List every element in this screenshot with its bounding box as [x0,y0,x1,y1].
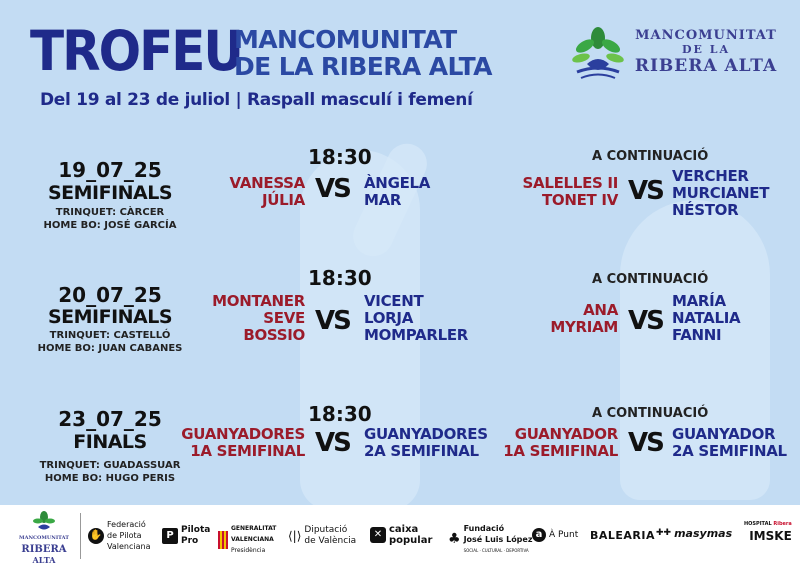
vs-icon: VS [315,428,350,458]
home-bo-value: JOSÉ GARCÍA [104,220,177,231]
generalitat-icon [218,531,228,549]
home-bo-label: HOME BO: [43,220,101,231]
pilota-pro-icon: P [162,528,178,544]
trinquet-value: CASTELLÓ [113,330,171,341]
sponsor-text: de València [304,536,357,546]
sponsor-diputacio [288,525,356,547]
sponsor-text: Ribera [773,521,792,527]
row3-date: 23_07_25 [58,407,162,431]
sponsor-text: Valenciana [107,542,151,551]
player: VICENT [364,292,424,310]
sponsor-mancomunitat [14,511,74,566]
player: BOSSIO [243,326,305,344]
sponsor-text: Pilota [181,525,211,535]
federacio-icon: ✋ [88,528,104,544]
row1-match2-red [470,175,618,209]
player: MOMPARLER [364,326,469,344]
sponsor-balearia: BALEARIA [590,529,656,542]
vs-icon: VS [315,174,350,204]
sponsor-generalitat [218,523,276,556]
trinquet-value: GUADASSUAR [103,460,181,471]
sponsor-text: Pro [181,536,199,546]
row1-match2-blue [672,168,792,219]
vs-icon: VS [628,428,663,458]
title-line-2: DE LA RIBERA ALTA [234,52,492,81]
apunt-icon: a [532,528,546,542]
logo-line-2: DE LA [681,43,731,56]
player: NATALIA [672,309,741,327]
row2-match2-red [470,302,618,336]
mancomunitat-logo [565,24,785,92]
row3-match2-red [470,426,618,460]
leaf-icon [567,26,629,88]
player: ÀNGELA [364,174,431,192]
row2-date: 20_07_25 [58,283,162,307]
sponsor-text: HOSPITAL [744,521,772,527]
small-logo-line-3: ALTA [32,555,56,565]
player: MURCIANET [672,184,770,202]
player: MYRIAM [550,318,618,336]
player: TONET IV [541,191,618,209]
row2-match1-red [160,293,305,344]
small-logo-line-1: MANCOMUNITAT [19,535,69,541]
diputacio-icon: ⟨|⟩ [288,528,302,543]
row3-time: 18:30 [308,402,372,426]
sponsor-text: Fundació [463,524,505,533]
row2-continuation: A CONTINUACIÓ [592,272,709,287]
player: 1A SEMIFINAL [503,442,618,460]
player: 1A SEMIFINAL [190,442,305,460]
player: LORJA [364,309,414,327]
row3-venue [20,459,200,485]
sponsor-masymas [656,528,732,539]
trinquet-label: TRINQUET: [55,207,117,218]
player: 2A SEMIFINAL [364,442,479,460]
player: ANA [583,301,618,319]
row1-phase: SEMIFINALS [47,182,173,204]
small-logo-line-2: RIBERA [21,544,67,555]
sponsor-text: SOCIAL · CULTURAL · DEPORTIVA [463,548,529,553]
player: VANESSA [229,174,305,192]
sponsor-text: José Luis López [463,535,533,544]
trinquet-label: TRINQUET: [49,330,111,341]
sponsor-pilota-pro [162,525,210,547]
sponsor-apunt [532,528,578,542]
sponsor-text: À Punt [549,529,579,540]
trinquet-value: CÀRCER [119,207,165,218]
footer-divider [80,513,81,559]
sponsor-footer [0,505,800,566]
player: FANNI [672,326,722,344]
sponsor-caixa-popular [370,524,432,546]
sponsor-text: de Pilota [107,531,142,540]
home-bo-label: HOME BO: [37,343,95,354]
logo-line-3: RIBERA ALTA [634,56,778,76]
player: NÉSTOR [672,201,739,219]
title-line-1: MANCOMUNITAT [234,25,457,54]
row2-match2-blue [672,293,792,344]
row1-venue [20,206,200,232]
sponsor-text: popular [389,535,433,546]
logo-line-1: MANCOMUNITAT [635,28,777,43]
vs-icon: VS [628,176,663,206]
sponsor-text: Diputació [304,525,348,535]
row1-time: 18:30 [308,145,372,169]
leaf-icon [31,511,57,533]
player: MARÍA [672,292,726,310]
sponsor-federacio [88,519,150,552]
title-trofeu: TROFEU [30,19,243,84]
player: SALELLES II [522,174,618,192]
player: GUANYADOR [672,425,776,443]
player: VERCHER [672,167,749,185]
row3-match2-blue [672,426,792,460]
trinquet-label: TRINQUET: [39,460,100,471]
row3-match1-red [150,426,305,460]
row3-continuation: A CONTINUACIÓ [592,406,709,421]
row1-match1-red [160,175,305,209]
home-bo-label: HOME BO: [44,473,103,484]
fundacio-icon: ♣ [448,531,461,547]
vs-icon: VS [628,306,663,336]
sponsor-text: GENERALITAT [231,525,277,532]
player: GUANYADORES [364,425,488,443]
sponsor-text: Federació [107,520,146,529]
home-bo-value: HUGO PERIS [105,473,176,484]
sponsor-text: IMSKE [749,529,792,543]
row3-phase: FINALS [73,431,147,453]
sponsor-text: masymas [674,527,733,540]
home-bo-value: JUAN CABANES [98,343,183,354]
row2-phase: SEMIFINALS [47,306,173,328]
logo-text [631,28,781,76]
vs-icon: VS [315,306,350,336]
player: 2A SEMIFINAL [672,442,787,460]
sponsor-text: Presidència [231,547,266,554]
title-mancomunitat [234,26,492,80]
sponsor-text: caixa [389,524,419,535]
masymas-icon: ✚✚ [656,528,672,538]
caixa-popular-icon: ✕ [370,527,386,543]
row1-date: 19_07_25 [58,158,162,182]
row1-continuation: A CONTINUACIÓ [592,149,709,164]
sponsor-fundacio [448,523,533,556]
subtitle: Del 19 al 23 de juliol | Raspall masculí i femení [40,90,473,110]
sponsor-text: VALENCIANA [231,536,274,543]
player: MONTANER [212,292,305,310]
sponsor-hospital-imske [744,519,792,542]
player: SEVE [263,309,305,327]
player: GUANYADOR [514,425,618,443]
row2-time: 18:30 [308,266,372,290]
player: GUANYADORES [181,425,305,443]
player: JÚLIA [261,191,305,209]
player: MAR [364,191,402,209]
